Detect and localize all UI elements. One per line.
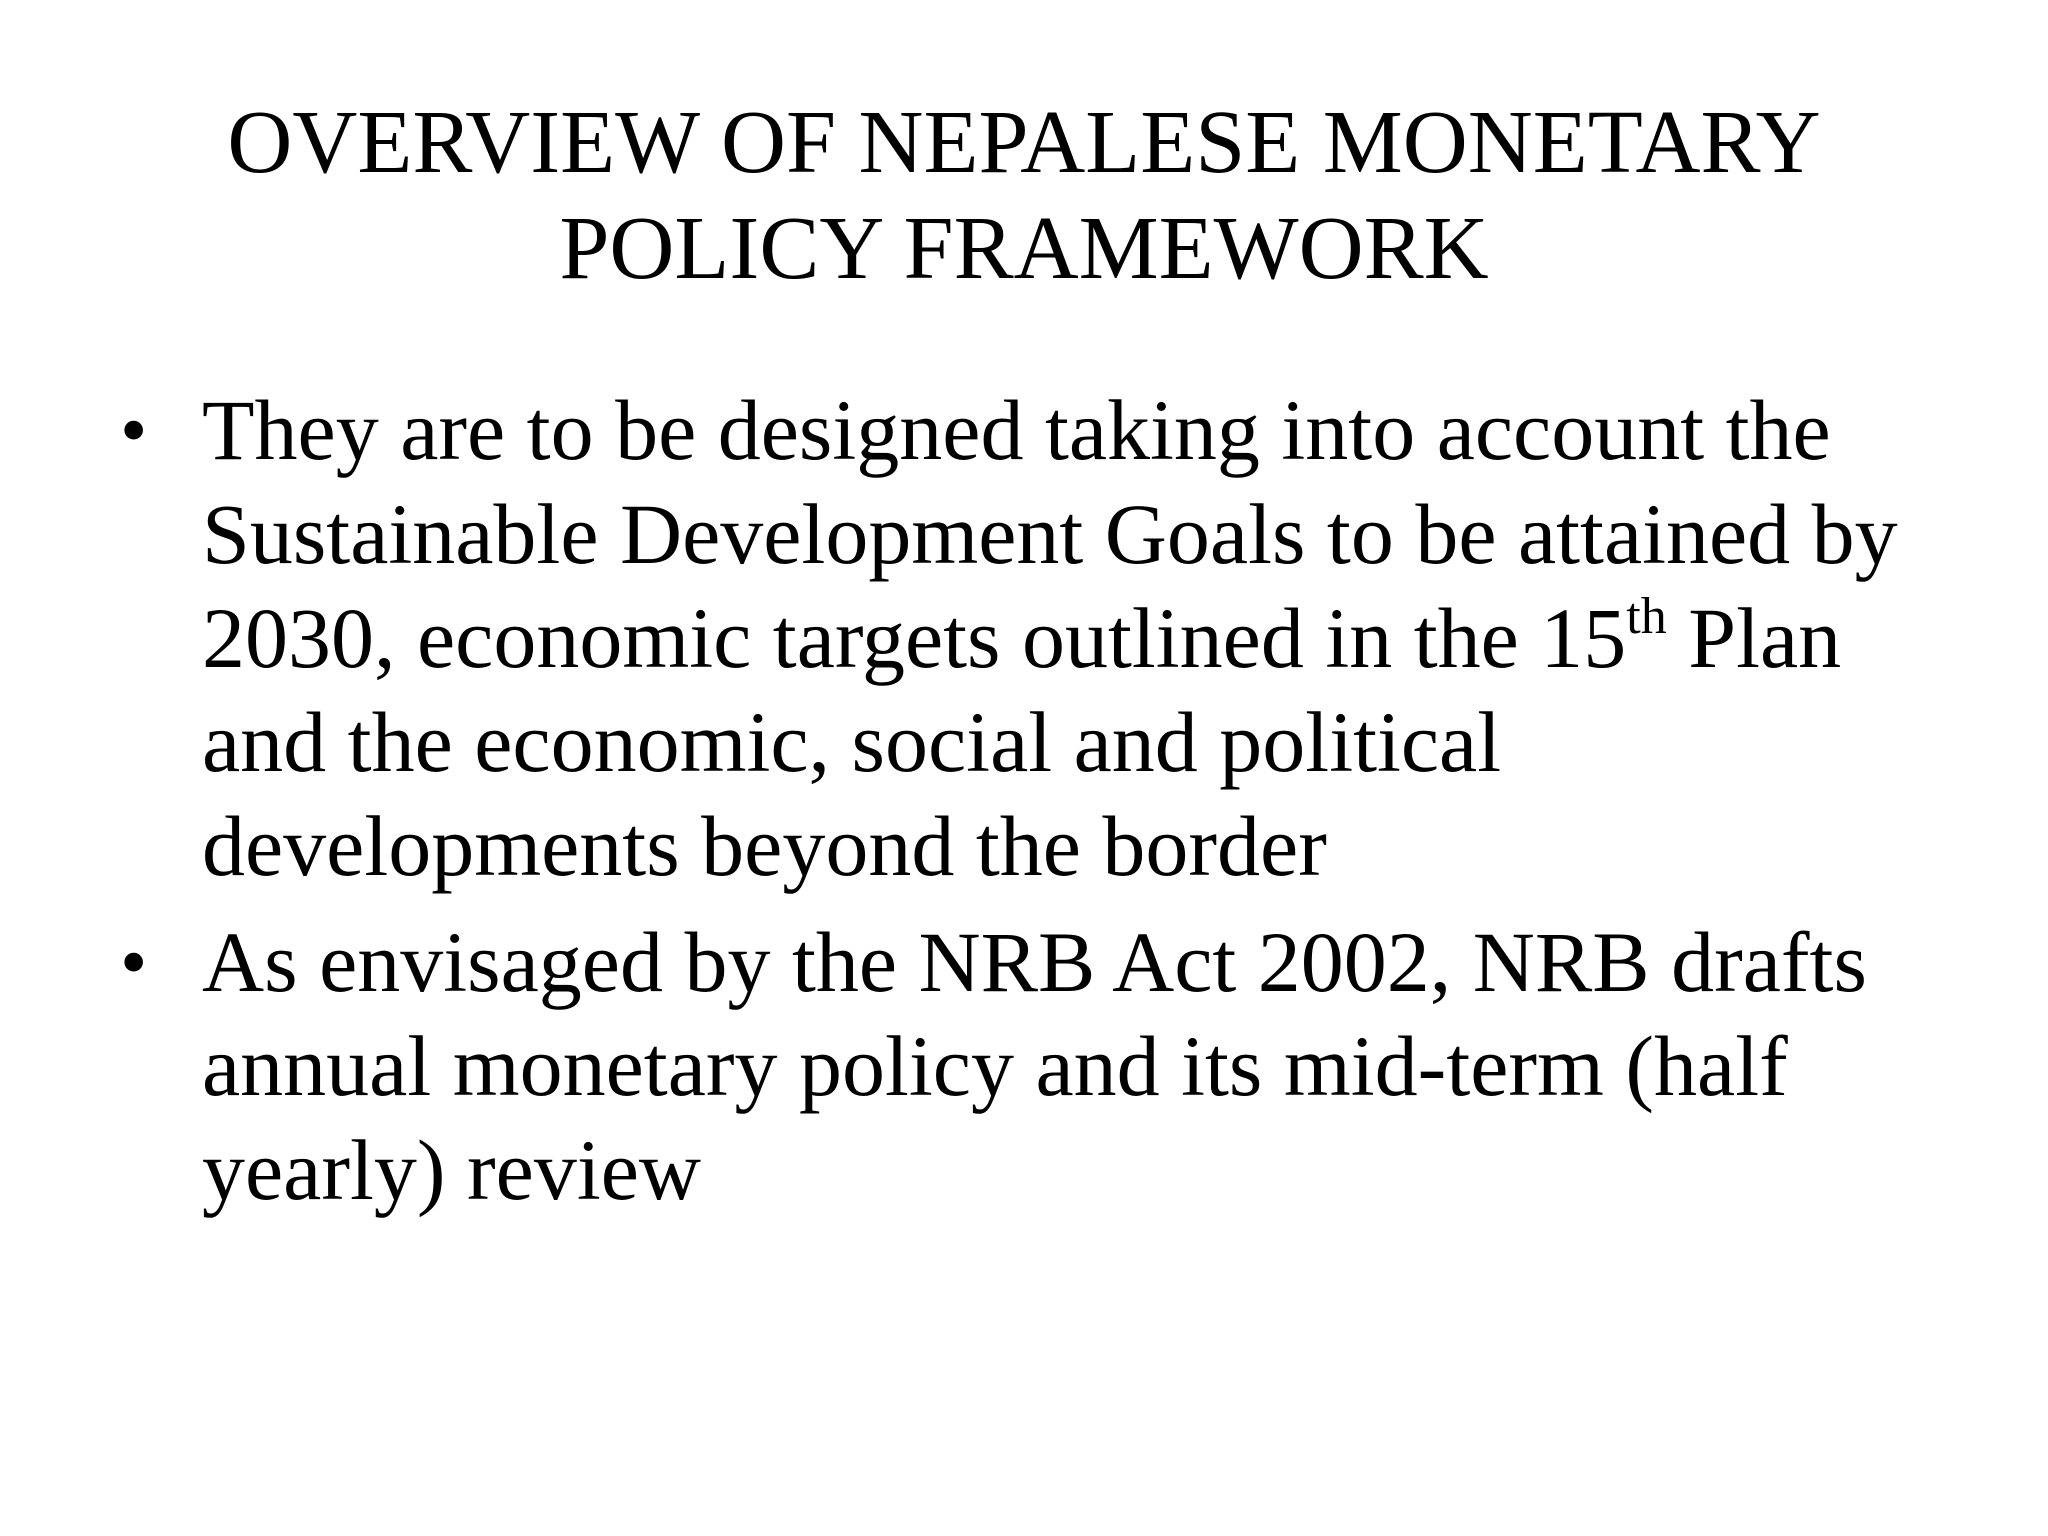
bullet-item <box>120 910 1970 1222</box>
bullet-icon: • <box>120 918 148 1005</box>
bullet-text <box>202 378 1970 898</box>
slide-title-line: OVERVIEW OF NEPALESE MONETARY <box>227 93 1821 192</box>
bullet-line <box>202 586 1970 690</box>
bullet-line: They are to be designed taking into account the <box>202 382 1831 478</box>
ordinal-superscript: th <box>1626 588 1667 645</box>
bullet-line: annual monetary policy and its mid-term (half <box>202 1018 1788 1114</box>
bullet-line-text: Plan <box>1666 590 1842 686</box>
bullet-list <box>120 378 1970 1222</box>
slide-title <box>150 90 1898 302</box>
bullet-text <box>202 910 1970 1222</box>
bullet-line: developments beyond the border <box>202 798 1327 894</box>
bullet-line: and the economic, social and political <box>202 694 1502 790</box>
bullet-line: Sustainable Development Goals to be attained by <box>202 486 1898 582</box>
slide-title-line: POLICY FRAMEWORK <box>559 199 1489 298</box>
bullet-line: yearly) review <box>202 1122 701 1218</box>
bullet-item <box>120 378 1970 898</box>
bullet-line: As envisaged by the NRB Act 2002, NRB drafts <box>202 914 1867 1010</box>
bullet-icon: • <box>120 386 148 473</box>
bullet-line-text: 2030, economic targets outlined in the 15 <box>202 590 1627 686</box>
